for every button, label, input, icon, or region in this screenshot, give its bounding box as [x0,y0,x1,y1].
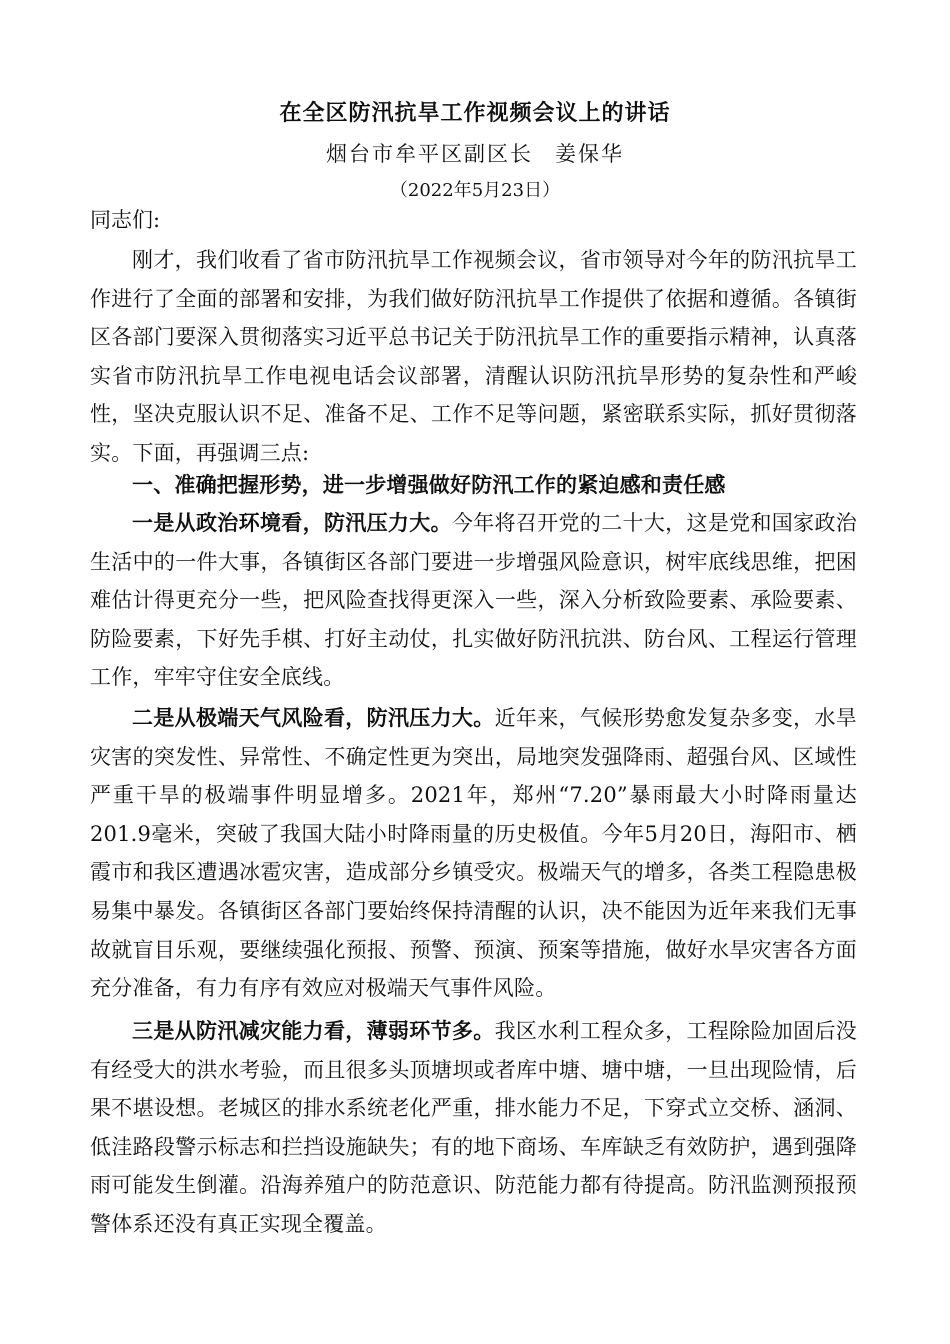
intro-paragraph: 刚才，我们收看了省市防汛抗旱工作视频会议，省市领导对今年的防汛抗旱工作进行了全面的部署和安排，为我们做好防汛抗旱工作提供了依据和遵循。各镇街区各部门要深入贯彻落实习近平总书记关于防汛抗旱工作的重要指示精神，认真落实省市防汛抗旱工作电视电话会议部署，清醒认识防汛抗旱形势的复杂性和严峻性，坚决克服认识不足、准备不足、工作不足等问题，紧密联系实际，抓好贯彻落实。下面，再强调三点: [90,248,857,465]
paragraph-text: 我区水利工程众多，工程除险加固后没有经受大的洪水考验，而且很多头顶塘坝或者库中塘、塘中塘，一旦出现险情，后果不堪设想。老城区的排水系统老化严重，排水能力不足，下穿式立交桥、涵洞、低洼路段警示标志和拦挡设施缺失；有的地下商场、车库缺乏有效防护，遇到强降雨可能发生倒灌。沿海养殖户的防范意识、防范能力都有待提高。防汛监测预报预警体系还没有真正实现全覆盖。 [90,1019,857,1236]
paragraph-extreme-weather [90,699,857,1008]
speech-date: （2022年5月23日） [389,180,561,201]
paragraph-text: 今年将召开党的二十大，这是党和国家政治生活中的一件大事，各镇街区各部门要进一步增强风险意识，树牢底线思维，把困难估计得更充分一些，把风险查找得更深入一些，深入分析致险要素、承险要素、防险要素，下好先手棋、打好主动仗，扎实做好防汛抗洪、防台风、工程运行管理工作，牢牢守住安全底线。 [90,511,857,690]
author-line [0,138,950,168]
paragraph-disaster-capacity [90,1012,857,1244]
author-name: 姜保华 [555,142,624,166]
salutation: 同志们: [90,208,161,232]
author-role: 烟台市牟平区副区长 [326,142,533,166]
document-title: 在全区防汛抗旱工作视频会议上的讲话 [279,100,671,126]
paragraph-lead: 一是从政治环境看，防汛压力大。 [132,510,452,535]
paragraph-text: 近年来，气候形势愈发复杂多变，水旱灾害的突发性、异常性、不确定性更为突出，局地突发强降雨、超强台风、区域性严重干旱的极端事件明显增多。2021年，郑州“7.20”暴雨最大小时降雨量达201.9毫米，突破了我国大陆小时降雨量的历史极值。今年5月20日，海阳市、栖霞市和我区遭遇冰雹灾害，造成部分乡镇受灾。极端天气的增多，各类工程隐患极易集中暴发。各镇街区各部门要始终保持清醒的认识，决不能因为近年来我们无事故就盲目乐观，要继续强化预报、预警、预演、预案等措施，做好水旱灾害各方面充分准备，有力有序有效应对极端天气事件风险。 [90,706,857,1001]
section-heading-1: 一、准确把握形势，进一步增强做好防汛工作的紧迫感和责任感 [132,472,726,497]
paragraph-lead: 三是从防汛减灾能力看，薄弱环节多。 [132,1018,495,1043]
paragraph-political-environment [90,504,857,697]
paragraph-lead: 二是从极端天气风险看，防汛压力大。 [132,705,495,730]
